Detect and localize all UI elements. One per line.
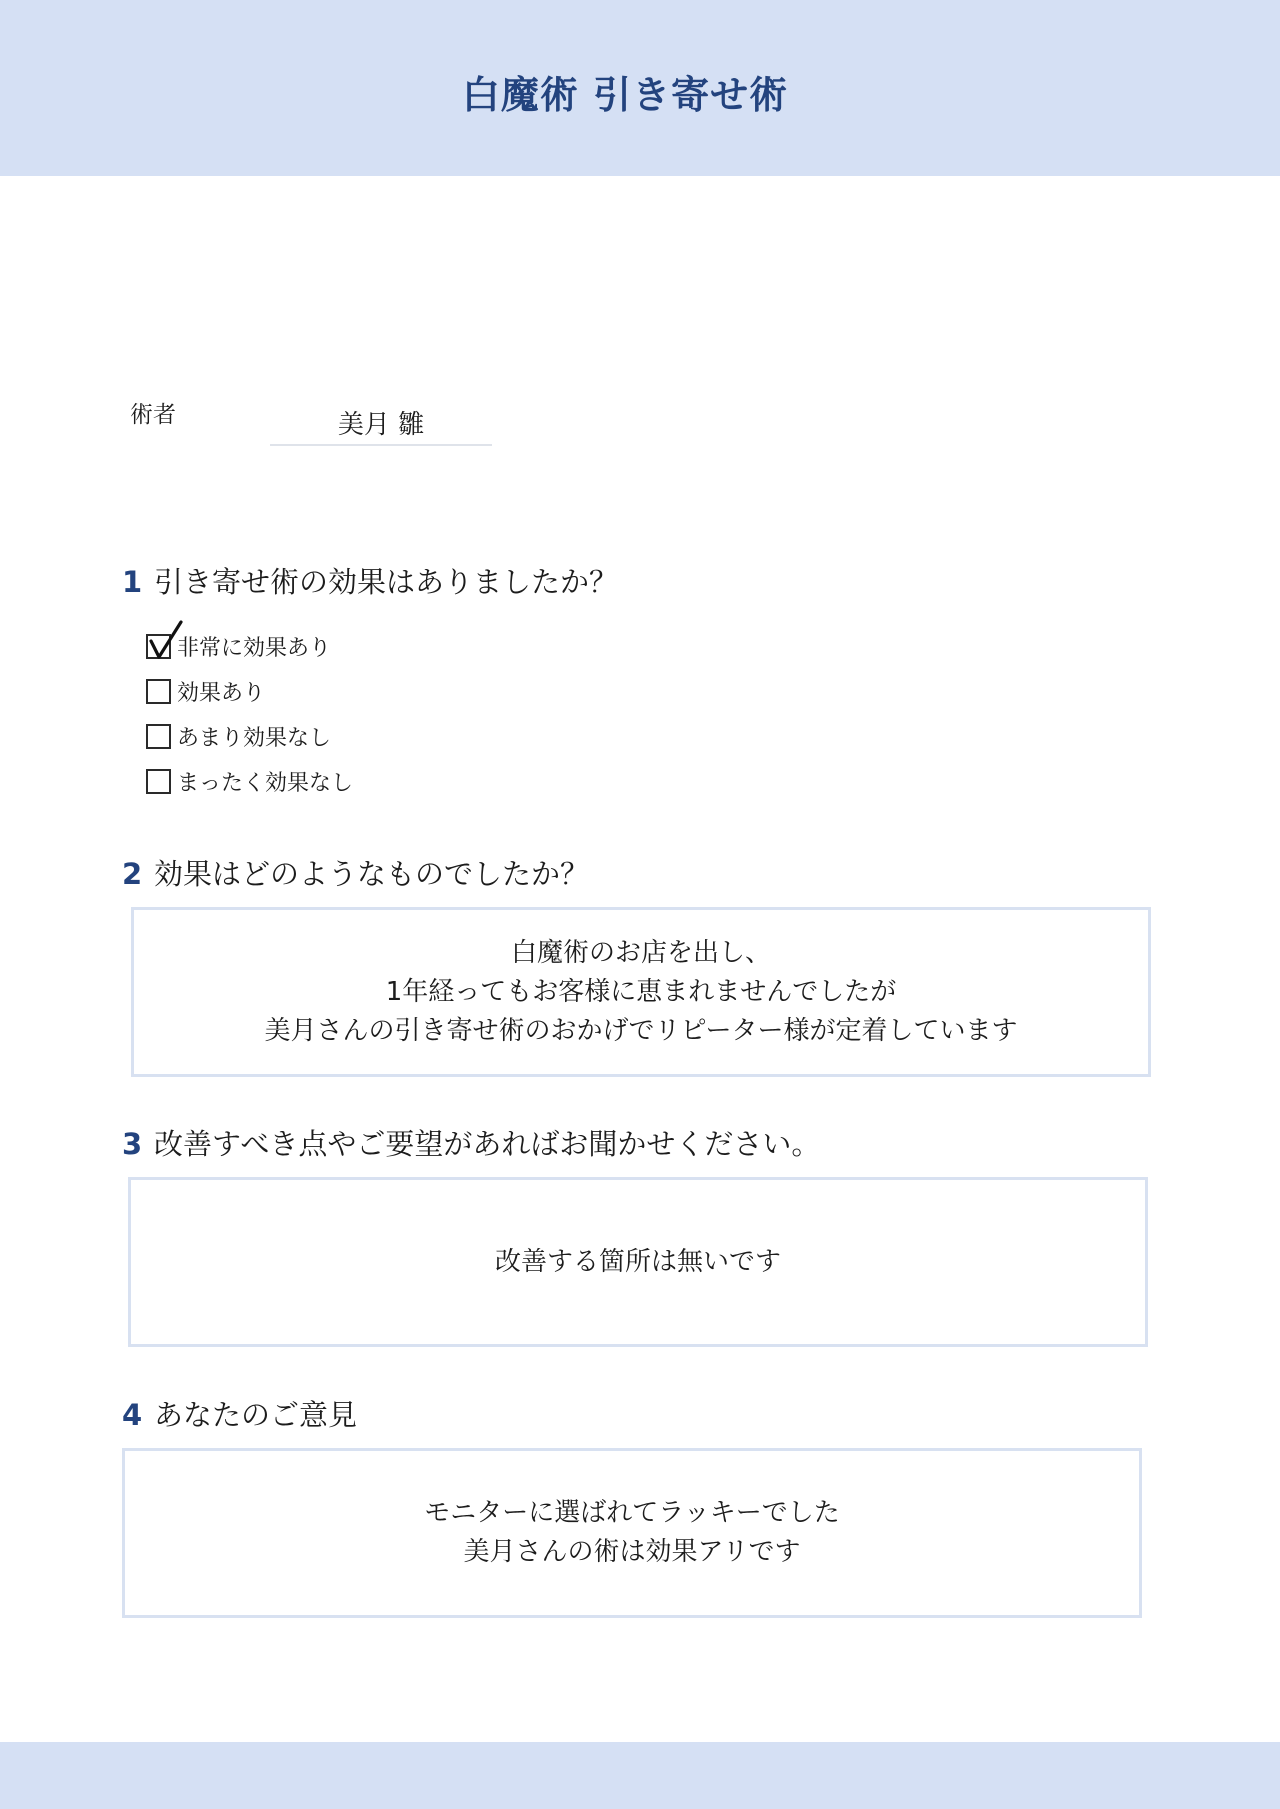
question-number: 1: [122, 565, 143, 599]
page-title: 白魔術 引き寄せ術: [461, 73, 789, 117]
option-very-effective[interactable]: [146, 624, 353, 669]
answer-line: 改善する箇所は無いです: [494, 1246, 781, 1277]
question-1-options: [146, 624, 353, 804]
question-number: 2: [122, 857, 143, 891]
question-number: 3: [122, 1127, 143, 1161]
question-4: [122, 1393, 357, 1434]
question-text: 改善すべき点やご要望があればお聞かせください。: [154, 1127, 821, 1161]
question-2: [122, 852, 589, 893]
option-effective[interactable]: [146, 669, 353, 714]
footer-band: [0, 1742, 1280, 1809]
checkbox[interactable]: [146, 724, 171, 749]
answer-line: 1年経ってもお客様に恵まれませんでしたが: [385, 976, 897, 1007]
answer-line: 美月さんの引き寄せ術のおかげでリピーター様が定着しています: [264, 1015, 1018, 1046]
option-label: 非常に効果あり: [177, 636, 332, 661]
checkbox[interactable]: [146, 769, 171, 794]
answer-line: モニターに選ばれてラッキーでした: [424, 1498, 840, 1528]
option-label: まったく効果なし: [177, 771, 354, 796]
question-3: [122, 1122, 820, 1163]
question-text: 効果はどのようなものでしたか？: [154, 857, 590, 891]
practitioner-name-field[interactable]: 美月 雛: [270, 404, 492, 446]
option-label: 効果あり: [177, 681, 266, 706]
question-1: [122, 560, 618, 601]
answer-box-3[interactable]: [128, 1177, 1148, 1347]
answer-box-4[interactable]: [122, 1448, 1142, 1618]
answer-box-2[interactable]: [131, 907, 1151, 1077]
answer-line: 美月さんの術は効果アリです: [463, 1537, 801, 1567]
question-text: あなたのご意見: [154, 1398, 358, 1432]
practitioner-label: 術者: [130, 402, 176, 428]
question-number: 4: [122, 1398, 143, 1432]
checkbox[interactable]: [146, 679, 171, 704]
option-not-effective-at-all[interactable]: [146, 759, 353, 804]
question-text: 引き寄せ術の効果はありましたか？: [154, 565, 619, 599]
option-not-very-effective[interactable]: [146, 714, 353, 759]
option-label: あまり効果なし: [177, 726, 332, 751]
answer-line: 白魔術のお店を出し、: [510, 937, 771, 968]
checkmark-icon: [148, 619, 188, 663]
checkbox-checked[interactable]: [146, 634, 171, 659]
